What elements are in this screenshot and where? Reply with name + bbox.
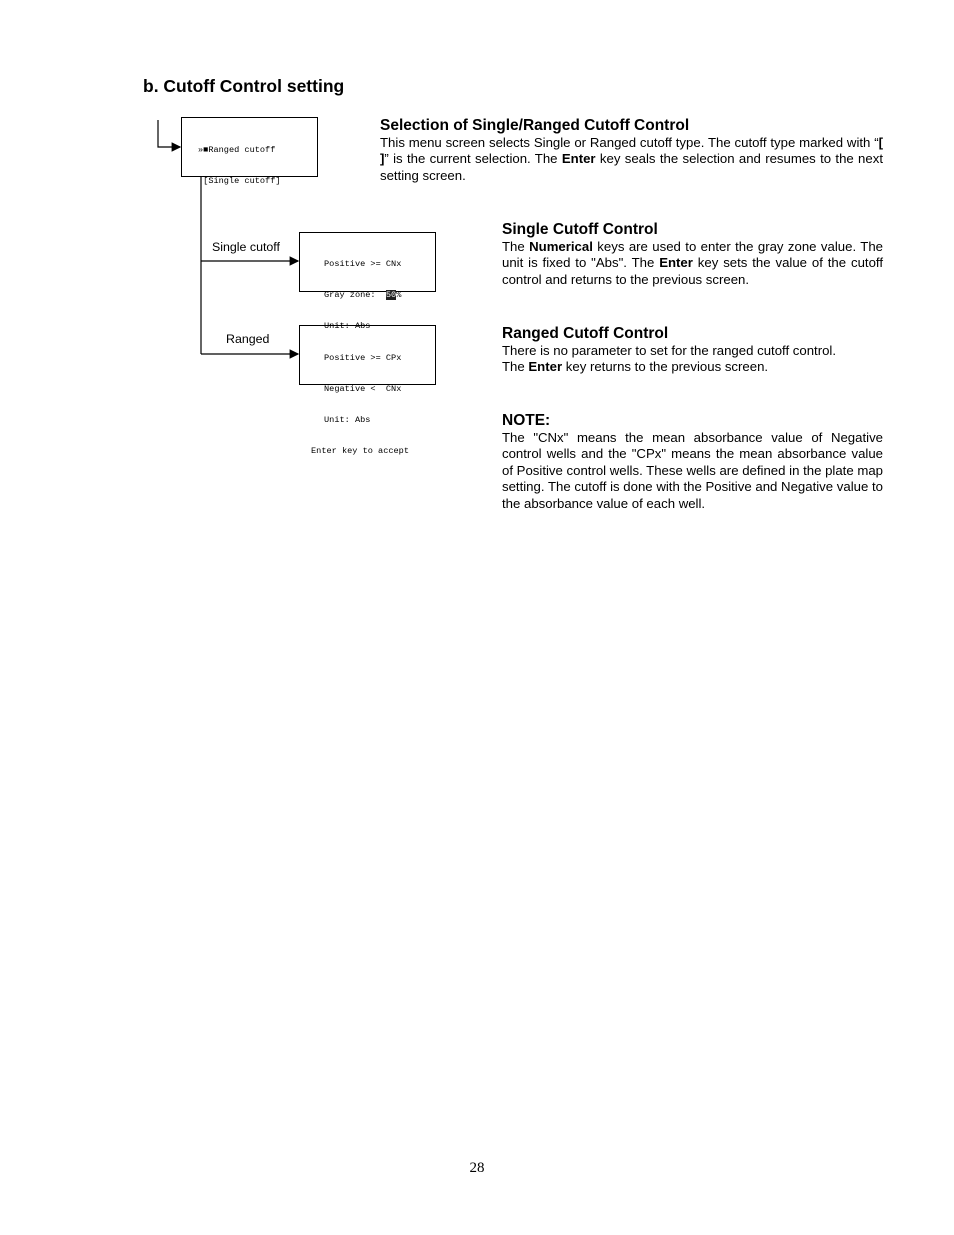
section-title: b. Cutoff Control setting — [143, 76, 345, 96]
ranged-control-heading: Ranged Cutoff Control — [502, 325, 669, 342]
note-heading: NOTE: — [502, 412, 551, 429]
grayzone-label: Gray zone: — [324, 290, 386, 301]
single-control-heading: Single Cutoff Control — [502, 221, 658, 238]
return-arrow — [158, 120, 180, 147]
bold-run: Enter — [561, 151, 596, 167]
note-paragraph: The "CNx" means the mean absorbance value of Negative control wells and the "CPx" means the mean absorbance value of Positive control wells. These wells are defined in the plate map setting. The cutoff is done with the Positive and Negative value to the absorbance value of each well. — [502, 430, 883, 511]
ranged-control-line1: There is no parameter to set for the ranged cutoff control. — [502, 343, 837, 358]
single-cutoff-lcd-screen — [299, 232, 436, 332]
page-number: 28 — [469, 1160, 485, 1176]
selection-heading: Selection of Single/Ranged Cutoff Control — [380, 117, 690, 134]
single-line-unit: Unit: Abs — [324, 321, 371, 332]
text-run: keys are used to enter the gray zone value. The unit is fixed to "Abs". The — [502, 239, 883, 271]
bold-run: [ ] — [380, 135, 883, 167]
bold-run: Numerical — [529, 239, 593, 254]
selection-paragraph — [380, 135, 883, 184]
single-cutoff-label: Single cutoff — [212, 240, 280, 254]
ranged-line-enter: Enter key to accept — [311, 446, 409, 457]
text-run: The — [502, 359, 529, 375]
single-control-paragraph — [502, 239, 883, 288]
ranged-line-positive: Positive >= CPx — [324, 352, 402, 363]
text-run: key sets the value of the cutoff control and returns to the previous screen. — [502, 255, 883, 287]
bold-run: Enter — [659, 255, 693, 271]
single-control-section — [502, 221, 883, 288]
grayzone-unit: % — [396, 290, 402, 301]
ranged-line-unit: Unit: Abs — [324, 415, 371, 426]
ranged-control-line2 — [502, 359, 883, 375]
text-run: key seals the selection and resumes to the next setting screen. — [380, 151, 883, 183]
ranged-line-negative: Negative < CNx — [324, 384, 402, 395]
text-run: ” is the current selection. The — [384, 151, 562, 167]
selection-section — [380, 117, 883, 184]
single-line-positive: Positive >= CNx — [324, 258, 402, 269]
menu-line-ranged — [198, 145, 317, 155]
menu-line-single — [198, 176, 317, 186]
text-run: This menu screen selects Single or Ranged cutoff type. The cutoff type marked with “ — [380, 135, 879, 150]
menu-lcd-screen — [181, 117, 318, 187]
ranged-label: Ranged — [226, 332, 270, 346]
menu-option-single: [Single cutoff] — [198, 176, 281, 187]
bold-run: Enter — [528, 359, 563, 375]
ranged-lcd-screen — [299, 325, 436, 457]
grayzone-value: 50 — [385, 290, 397, 301]
menu-option-ranged: Ranged cutoff — [208, 144, 276, 155]
cursor-marker: »■ — [198, 144, 209, 155]
single-line-grayzone — [324, 290, 435, 300]
text-run: key returns to the previous screen. — [562, 359, 769, 375]
ranged-control-section — [502, 325, 883, 376]
text-run: The — [502, 239, 530, 254]
note-section — [502, 412, 883, 512]
